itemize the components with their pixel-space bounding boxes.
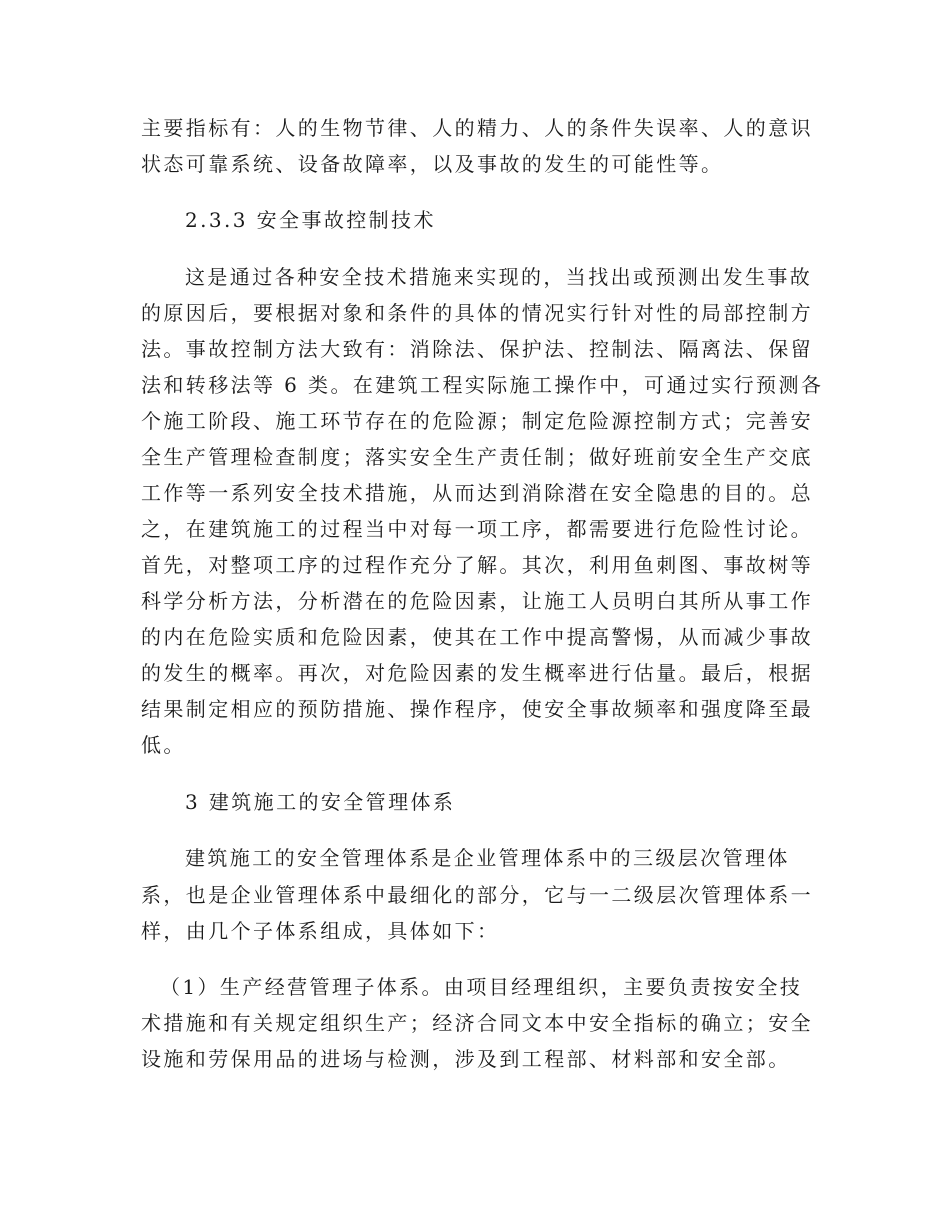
paragraph-2-line-3: 法。事故控制方法大致有：消除法、保护法、控制法、隔离法、保留 [141, 337, 813, 361]
paragraph-1-line-1: 主要指标有：人的生物节律、人的精力、人的条件失误率、人的意识 [141, 116, 813, 140]
paragraph-2-line-10: 科学分析方法，分析潜在的危险因素，让施工人员明白其所从事工作 [141, 589, 813, 613]
paragraph-2-line-6: 全生产管理检查制度；落实安全生产责任制；做好班前安全生产交底 [141, 445, 813, 469]
paragraph-4-line-3: 设施和劳保用品的进场与检测，涉及到工程部、材料部和安全部。 [141, 1047, 791, 1071]
paragraph-2-line-2: 的原因后，要根据对象和条件的具体的情况实行针对性的局部控制方 [141, 301, 813, 325]
section-heading-2-3-3: 2.3.3 安全事故控制技术 [185, 208, 436, 232]
paragraph-1-line-2: 状态可靠系统、设备故障率，以及事故的发生的可能性等。 [141, 152, 724, 176]
paragraph-4-line-2: 术措施和有关规定组织生产；经济合同文本中安全指标的确立；安全 [141, 1011, 813, 1035]
paragraph-2-line-7: 工作等一系列安全技术措施，从而达到消除潜在安全隐患的目的。总 [141, 481, 813, 505]
paragraph-3-line-3: 样，由几个子体系组成，具体如下： [141, 919, 500, 943]
paragraph-2-line-14: 低。 [141, 733, 186, 757]
paragraph-3-line-2: 系，也是企业管理体系中最细化的部分，它与一二级层次管理体系一 [141, 883, 813, 907]
paragraph-2-line-5: 个施工阶段、施工环节存在的危险源；制定危险源控制方式；完善安 [141, 409, 813, 433]
paragraph-2-line-4: 法和转移法等 6 类。在建筑工程实际施工操作中，可通过实行预测各 [141, 373, 824, 397]
paragraph-2-line-11: 的内在危险实质和危险因素，使其在工作中提高警惕，从而减少事故 [141, 625, 813, 649]
section-heading-3: 3 建筑施工的安全管理体系 [185, 790, 456, 814]
paragraph-4-line-1: （1）生产经营管理子体系。由项目经理组织，主要负责按安全技 [160, 975, 803, 999]
paragraph-2-line-12: 的发生的概率。再次，对危险因素的发生概率进行估量。最后，根据 [141, 661, 813, 685]
paragraph-2-line-9: 首先，对整项工序的过程作充分了解。其次，利用鱼刺图、事故树等 [141, 553, 813, 577]
paragraph-2-line-8: 之，在建筑施工的过程当中对每一项工序，都需要进行危险性讨论。 [141, 517, 813, 541]
paragraph-2-line-13: 结果制定相应的预防措施、操作程序，使安全事故频率和强度降至最 [141, 697, 813, 721]
paragraph-2-line-1: 这是通过各种安全技术措施来实现的，当找出或预测出发生事故 [185, 265, 813, 289]
paragraph-3-line-1: 建筑施工的安全管理体系是企业管理体系中的三级层次管理体 [185, 846, 790, 870]
